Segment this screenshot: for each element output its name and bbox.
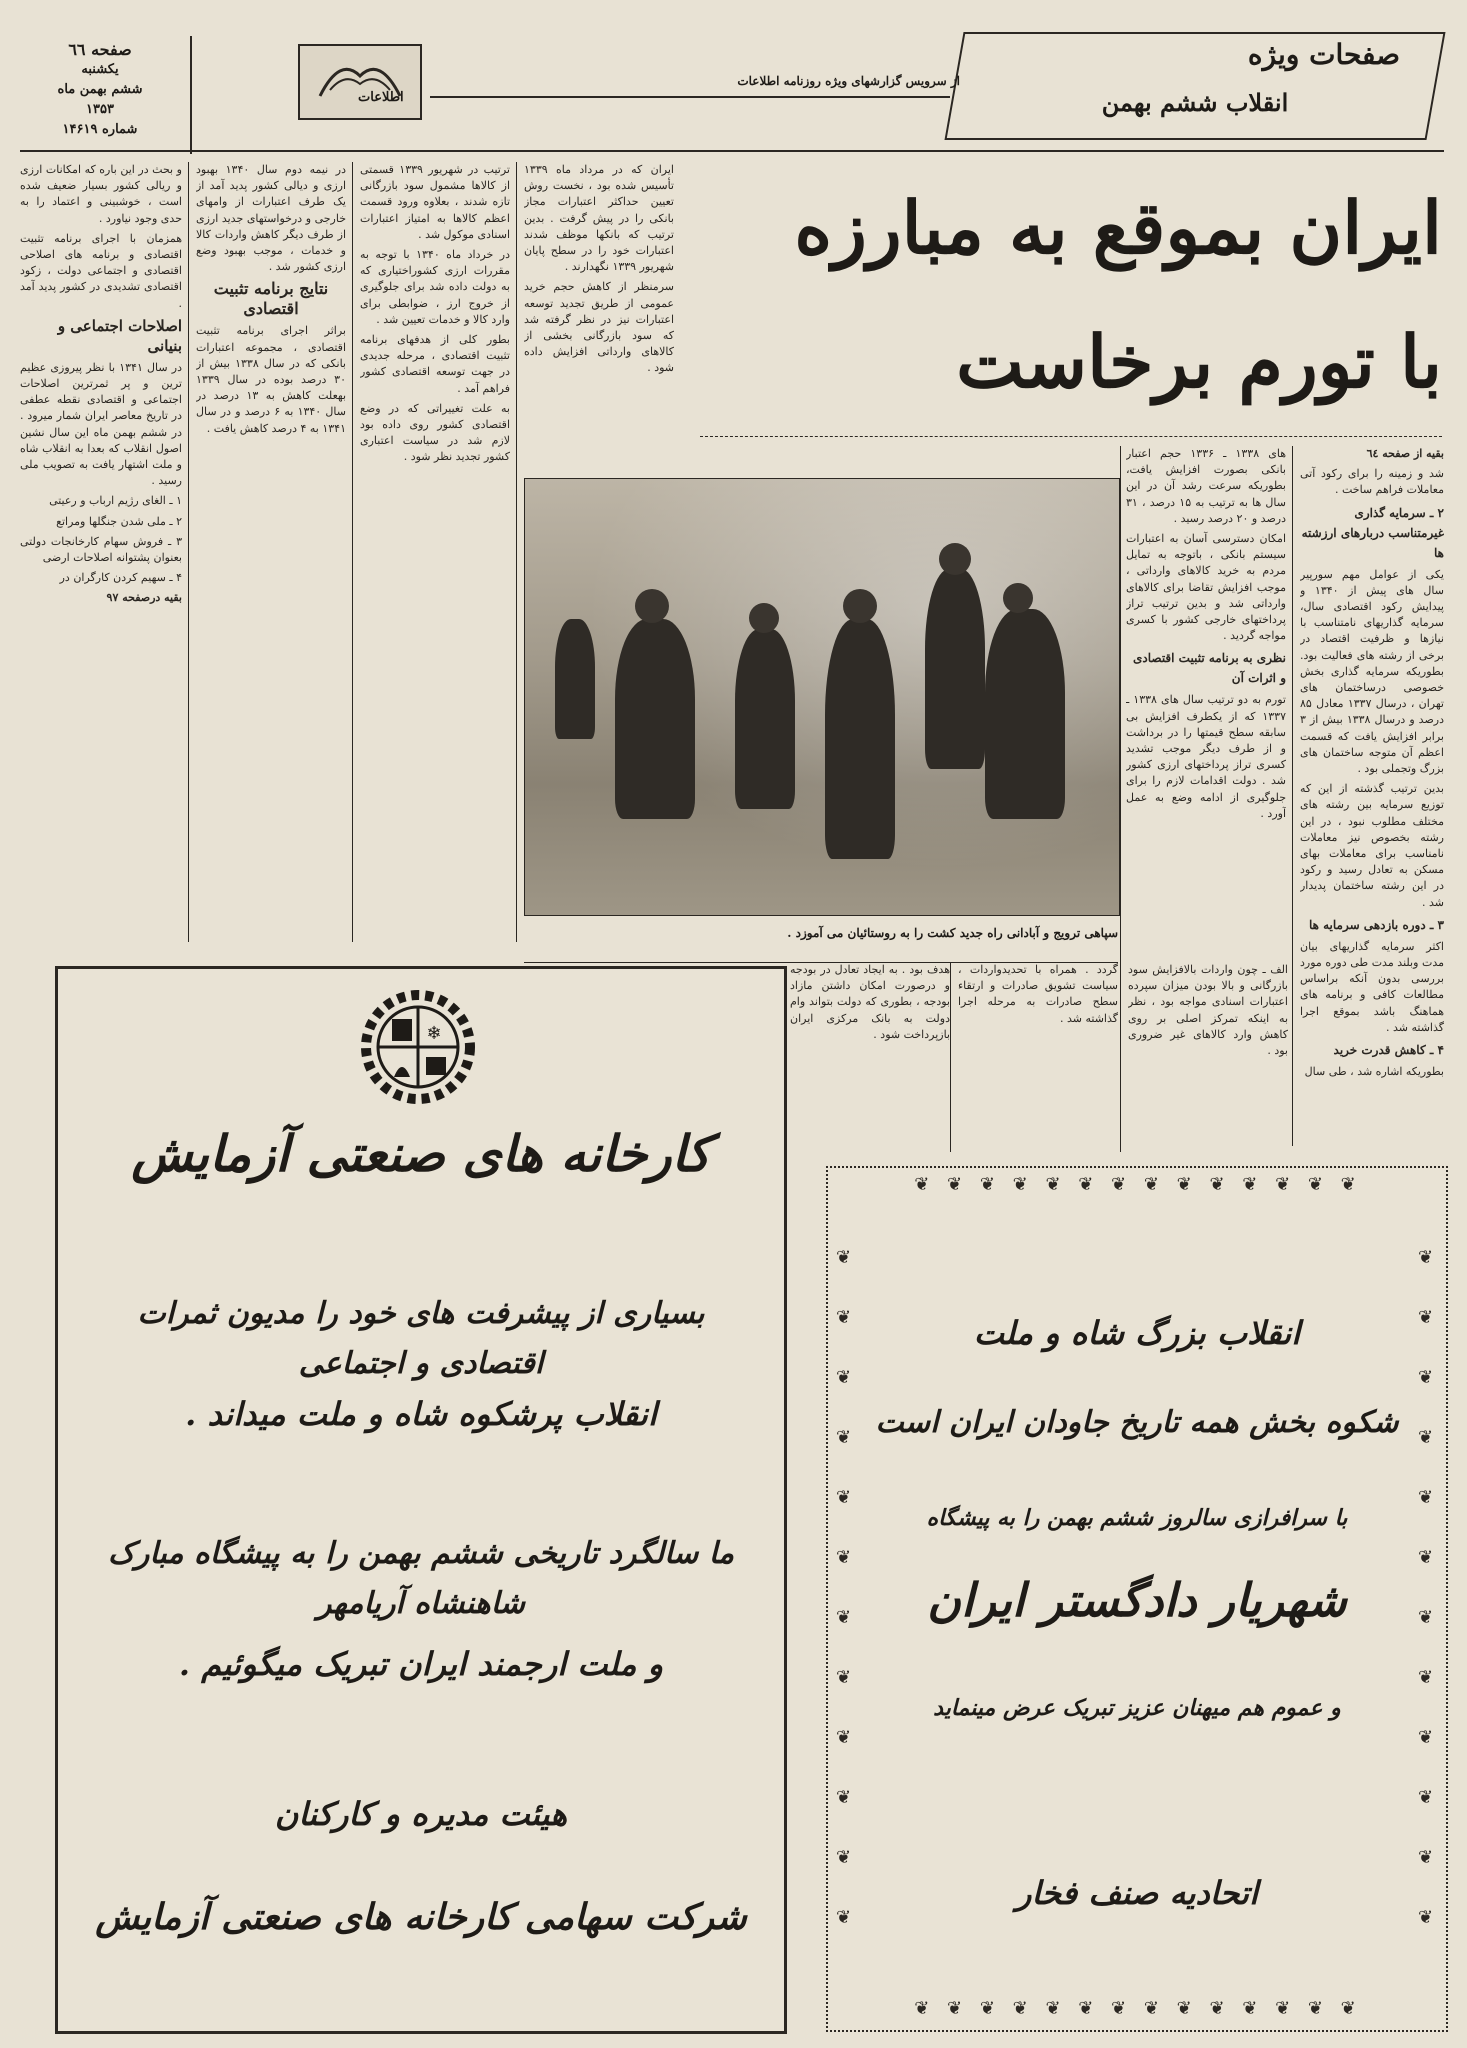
headline-rule bbox=[700, 436, 1442, 438]
paragraph: همزمان با اجرای برنامه تثبیت اقتصادی و برنامه های اصلاحی اقتصادی و اجتماعی دولت ، زکود اقتصادی تشدیدی در کشور پدید آمد . bbox=[20, 231, 182, 310]
column-divider bbox=[188, 162, 189, 942]
continued-from: بقیه از صفحه ٦٤ bbox=[1366, 447, 1444, 460]
article-photo bbox=[524, 478, 1120, 916]
article-column-6 bbox=[20, 162, 182, 942]
column-divider bbox=[516, 162, 517, 942]
masthead-rule bbox=[20, 150, 1444, 152]
article-column-right bbox=[1300, 446, 1444, 1144]
continued-on: بقیه درصفحه ۹۷ bbox=[106, 591, 182, 605]
paragraph: در خرداد ماه ۱۳۴۰ با توجه به مقررات ارزی کشوراختیاری که به دولت داده شد برای جلوگیری از خروج ارز ، ضوابطی برای وارد کالا و خدمات تعیین شد . bbox=[360, 248, 510, 326]
page-day: یکشنبه bbox=[81, 62, 119, 77]
list-item: ۳ ـ فروش سهام کارخانجات دولتی بعنوان پشتوانه اصلاحات ارضی bbox=[20, 534, 182, 565]
ad-signature: شرکت سهامی کارخانه های صنعتی آزمایش bbox=[95, 1896, 747, 1938]
article-column-5 bbox=[196, 162, 346, 942]
issue-number: شماره ۱۴۶۱۹ bbox=[62, 122, 138, 137]
page-year: ۱۳۵۳ bbox=[86, 102, 114, 117]
ad-text-line: ما سالگرد تاریخی ششم بهمن را به پیشگاه مبارک شاهنشاه آریامهر bbox=[107, 1536, 735, 1621]
svg-text:❄: ❄ bbox=[426, 1023, 442, 1044]
leaf-border-left-icon: ❦ ❦ ❦ ❦ ❦ ❦ ❦ ❦ ❦ ❦ ❦ ❦ bbox=[836, 1247, 852, 1928]
photo-figure-head bbox=[749, 603, 779, 633]
photo-figure-head bbox=[939, 543, 971, 575]
leaf-border-bottom-icon: ❦ ❦ ❦ ❦ ❦ ❦ ❦ ❦ ❦ ❦ ❦ ❦ ❦ ❦ bbox=[914, 1998, 1362, 2019]
special-pages-title: صفحات ویژه bbox=[1247, 38, 1400, 71]
column-divider bbox=[1292, 446, 1293, 1146]
company-gear-logo-icon bbox=[358, 987, 478, 1107]
paragraph: به علت تغییراتی که در وضع اقتصادی کشور روی داده بود لازم شد در سیاست اعتباری کشور تجدید نظر شود . bbox=[360, 401, 510, 464]
photo-figure bbox=[735, 629, 795, 809]
bottom-column: هدف بود . به ایجاد تعادل در بودجه و درصورت امکان داشتن مازاد بودجه ، بطوری که دولت بتواند وام دولت به بانک مرکزی ایران بازپرداخت شود . bbox=[790, 963, 950, 1041]
paragraph: یکی از عوامل مهم سورپیر سال های پیش از ۱۳۴۰ و پیدایش رکود اقتصادی سال، سرمایه گذاریهای نامتناسب با نیازها و ظرفیت اقتصاد در برخی از رشته های فعالیت بود. بطوریکه سرمایه گذاری بخش خصوصی درساختمان های تهران ، درسال ۱۳۳۷ معادل ۸۵ درصد و درسال ۱۳۳۸ بیش از ۳ برابر افزایش یافت که قسمت اعظم آن متوجه ساختمان های بزرگ وتجملی بود . bbox=[1300, 567, 1444, 776]
column-divider bbox=[352, 162, 353, 942]
advertisement-fakhar-union bbox=[826, 1166, 1448, 2032]
ad-text-line: انقلاب بزرگ شاه و ملت bbox=[973, 1314, 1301, 1352]
ad-text-line: بسیاری از پیشرفت های خود را مدیون ثمرات اقتصادی و اجتماعی bbox=[137, 1296, 705, 1381]
list-item: ۱ ـ الغای رژیم ارباب و رعیتی bbox=[49, 494, 182, 508]
photo-figure bbox=[615, 619, 695, 819]
ad-signature: هیئت مدیره و کارکنان bbox=[274, 1795, 568, 1833]
paragraph: در نیمه دوم سال ۱۳۴۰ بهبود ارزی و دیالی کشور پدید آمد از یک طرف اعتبارات از وامهای خارجی و درخواستهای جدید ارزی از طرف دیگر کاهش واردات کالا و خدمات ، موجب بهبود وضع ارزی کشور شد . bbox=[196, 163, 346, 274]
photo-figure bbox=[825, 619, 895, 859]
newspaper-logo bbox=[298, 44, 422, 120]
ad-text-line: و عموم هم میهنان عزیز تبریک عرض مینماید bbox=[933, 1695, 1341, 1721]
paragraph: در سال ۱۳۴۱ با نظر پیروزی عظیم ترین و پر ثمرترین اصلاحات اجتماعی و اقتصادی نقطه عطفی در تاریخ معاصر ایران شمار میرود . در ششم بهمن ماه این سال نشین اصول انقلاب که بعدا به انقلاب شاه و ملت اشتهار یافت به تصویب ملی رسید . bbox=[20, 360, 182, 488]
paragraph: بدین ترتیب گذشته از این که توزیع سرمایه بین رشته های مختلف مطلوب نبود ، در این رشته بخصوص نیز معاملات نامناسب برای معاملات بهای مسکن به تعادل رسید و رکود در این رشته ساختمان پدیدار شد . bbox=[1300, 782, 1444, 909]
paragraph: تورم به دو ترتیب سال های ۱۳۳۸ ـ ۱۳۳۷ که از یکطرف افزایش بی سابقه سطح قیمتها را در برداشت و از طرف دیگر موجب تشدید کسری تراز پرداختهای ارزی کشور شد . دولت اقدامات لازم را برای جلوگیری از ادامه وضع به عمل آورد . bbox=[1126, 693, 1286, 820]
page-info bbox=[20, 40, 180, 140]
ad-signature: اتحادیه صنف فخار bbox=[1016, 1874, 1258, 1912]
photo-figure bbox=[985, 609, 1065, 819]
paragraph: ایران که در مرداد ماه ۱۳۳۹ تأسیس شده بود ، نخست روش تعیین حداکثر اعتبارات مجاز بانکی را در پیش گرفت . بدین ترتیب که بانکها موظف شدند اعتبارات خود را در سطح پایان شهریور ۱۳۳۹ نگهدارند . bbox=[524, 163, 674, 274]
photo-figure-head bbox=[1003, 583, 1033, 613]
logo-emblem-icon bbox=[300, 46, 420, 118]
paragraph: ترتیب در شهریور ۱۳۳۹ قسمتی از کالاها مشمول سود بازرگانی تازه شدند ، بعلاوه ورود قسمت اعظم کالاها به امتیاز اعتبارات اسنادی موکول شد . bbox=[360, 163, 510, 241]
service-credit: از سرویس گزارشهای ویژه روزنامه اطلاعات bbox=[737, 74, 960, 88]
subheading: ۲ ـ سرمایه گذاری غیرمتناسب دربارهای ارزشته ها bbox=[1301, 505, 1444, 560]
ad-text-line: انقلاب پرشکوه شاه و ملت میداند . bbox=[185, 1395, 657, 1433]
headline-line-2: با تورم برخاست bbox=[956, 319, 1442, 404]
paragraph: بطوریکه اشاره شد ، طی سال bbox=[1304, 1065, 1444, 1079]
column-divider bbox=[950, 962, 951, 1152]
subheading: ۳ ـ دوره بازدهی سرمایه ها bbox=[1308, 917, 1444, 932]
column-divider bbox=[1120, 962, 1121, 1152]
paragraph: های ۱۳۳۸ ـ ۱۳۳۶ حجم اعتبار بانکی بصورت افزایش یافت، بطوریکه سرعت رشد آن در این سال ها به ترتیب به ۱۵ درصد ، ۳۱ درصد و ۲۰ درصد رسید . bbox=[1126, 447, 1286, 525]
photo-figure-head bbox=[843, 589, 877, 623]
photo-figure-head bbox=[635, 589, 669, 623]
paragraph: و بحث در این باره که امکانات ارزی و ریالی کشور بسیار ضعیف شده است ، خوشبینی و اعتماد را به حدی وجود نیاورد . bbox=[20, 163, 182, 225]
ad-text-line: شهریار دادگستر ایران bbox=[927, 1573, 1347, 1627]
paragraph: براثر اجرای برنامه تثبیت اقتصادی ، مجموعه اعتبارات بانکی که در سال ۱۳۳۸ بیش از ۳۰ درصد بوده در سال ۱۳۳۹ بهعلت کاهش به ۱۳ درصد در سال ۱۳۴۰ به ۶ درصد و در سال ۱۳۴۱ به ۴ درصد کاهش یافت . bbox=[196, 324, 346, 435]
subheading: اصلاحات اجتماعی و بنیانی bbox=[57, 316, 182, 355]
ad-company-title: کارخانه های صنعتی آزمایش bbox=[131, 1124, 711, 1183]
ad-text-line: شکوه بخش همه تاریخ جاودان ایران است bbox=[875, 1405, 1399, 1440]
headline-line-1: ایران بموقع به مبارزه bbox=[794, 185, 1442, 270]
ad-text-line: با سرافرازی سالروز ششم بهمن را به پیشگاه bbox=[926, 1505, 1348, 1531]
paragraph: سرمنظر از کاهش حجم خرید عمومی از طریق تجدید توسعه اعتبارات نیز در نظر گرفته شد که سود بازرگانی بخشی از کالاهای وارداتی افزایش داده شود . bbox=[524, 280, 674, 375]
paragraph: شد و زمینه را برای رکود آتی معاملات فراهم ساخت . bbox=[1300, 467, 1444, 497]
logo-text: اطلاعات bbox=[358, 90, 404, 105]
special-pages-subtitle: انقلاب ششم بهمن bbox=[1101, 88, 1289, 117]
subheading: ۴ ـ کاهش قدرت خرید bbox=[1333, 1043, 1444, 1058]
page-info-divider bbox=[190, 36, 192, 154]
paragraph: امکان دسترسی آسان به اعتبارات سیستم بانکی ، باتوجه به تمایل مردم به خرید کالاهای وارداتی ، موجب افزایش تقاضا برای کالاهای وارداتی شد و بدین ترتیب تراز پرداختهای خارجی کشور با کسری مواجه گردید . bbox=[1126, 532, 1286, 643]
list-item: ۲ ـ ملی شدن جنگلها ومراتع bbox=[56, 514, 182, 528]
bottom-column: الف ـ چون واردات بالافزایش سود بازرگانی و بالا بودن میزان سپرده اعتبارات اسنادی مواجه بود ، نظر به اینکه تمرکز اصلی بر روی کاهش وارد کالاهای غیر ضروری بود . bbox=[1128, 963, 1288, 1058]
leaf-border-right-icon: ❦ ❦ ❦ ❦ ❦ ❦ ❦ ❦ ❦ ❦ ❦ ❦ bbox=[1418, 1247, 1434, 1928]
page-number: صفحه ٦٦ bbox=[68, 40, 132, 59]
list-item: ۴ ـ سهیم کردن کارگران در bbox=[59, 571, 182, 585]
photo-figure bbox=[555, 619, 595, 739]
photo-caption: سپاهی ترویج و آبادانی راه جدید کشت را به روستائیان می آموزد . bbox=[787, 926, 1118, 940]
paragraph: بطور کلی از هدفهای برنامه تثبیت اقتصادی ، مرحله جدیدی در جهت توسعه اقتصادی کشور فراهم آمد . bbox=[360, 333, 510, 395]
bottom-column: گردد . همراه با تحدیدواردات ، سیاست تشویق صادرات و ارتقاء سطح صادرات به مرحله اجرا گذاشته شد . bbox=[958, 963, 1118, 1025]
subheading: نتایج برنامه تثبیت اقتصادی bbox=[213, 279, 329, 319]
ad-text-line: و ملت ارجمند ایران تبریک میگوئیم . bbox=[178, 1645, 664, 1683]
header-rule bbox=[430, 96, 950, 98]
leaf-border-top-icon: ❦ ❦ ❦ ❦ ❦ ❦ ❦ ❦ ❦ ❦ ❦ ❦ ❦ ❦ bbox=[914, 1174, 1362, 1195]
page-date: ششم بهمن ماه bbox=[57, 82, 143, 97]
photo-figure bbox=[925, 569, 985, 769]
paragraph: اکثر سرمایه گذاریهای بیان مدت وبلند مدت طی دوره مورد بررسی بدون آنکه براساس مطالعات کافی و برنامه های هماهنگ باشد بموقع اجرا گذاشته شد . bbox=[1300, 939, 1444, 1034]
article-column-4 bbox=[360, 162, 510, 942]
advertisement-azmayesh bbox=[55, 966, 787, 2034]
subheading: نظری به برنامه تثبیت اقتصادی و اثرات آن bbox=[1133, 651, 1286, 686]
article-column-3 bbox=[524, 162, 674, 462]
